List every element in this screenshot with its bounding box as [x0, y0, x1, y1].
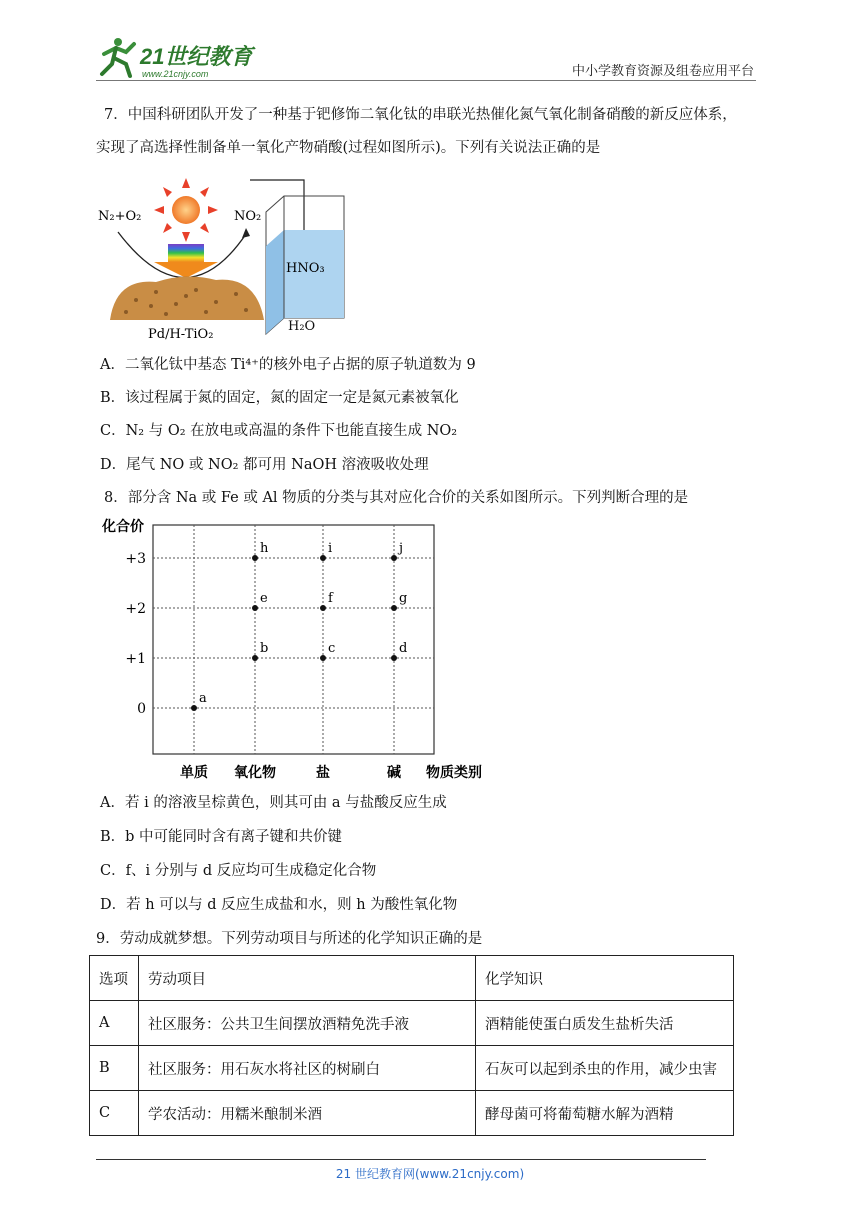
reactant-label: N₂+O₂: [98, 209, 142, 224]
runner-icon: [102, 38, 134, 76]
cell-option: B: [90, 1046, 139, 1091]
data-points: [191, 541, 407, 711]
q7-stem-line2: 实现了高选择性制备单一氧化产物硝酸(过程如图所示)。下列有关说法正确的是: [96, 140, 601, 156]
site-logo: [96, 34, 266, 80]
data-point: [320, 555, 326, 561]
catalyst-label: Pd/H-TiO₂: [148, 327, 214, 342]
y-tick-label: +2: [125, 601, 146, 617]
header-knowledge: 化学知识: [476, 956, 734, 1001]
q7-option-c: C．N₂ 与 O₂ 在放电或高温的条件下也能直接生成 NO₂: [100, 423, 458, 439]
data-point: [320, 605, 326, 611]
sun-icon: [154, 178, 218, 242]
footer-link[interactable]: 21 世纪教育网(www.21cnjy.com): [335, 1167, 525, 1181]
point-label: a: [199, 691, 207, 706]
data-point: [252, 555, 258, 561]
q8-option-a: A．若 i 的溶液呈棕黄色，则其可由 a 与盐酸反应生成: [100, 795, 447, 811]
point-label: g: [399, 591, 408, 606]
y-axis-label: 化合价: [102, 519, 144, 535]
table-header-row: [90, 956, 734, 1001]
cell-knowledge: 酒精能使蛋白质发生盐析失活: [476, 1001, 734, 1046]
cell-option: A: [90, 1001, 139, 1046]
q9-stem: 9．劳动成就梦想。下列劳动项目与所述的化学知识正确的是: [96, 931, 483, 947]
table-row: [90, 1091, 734, 1136]
data-point: [320, 655, 326, 661]
data-point: [391, 655, 397, 661]
data-point: [391, 555, 397, 561]
cell-knowledge: 石灰可以起到杀虫的作用，减少虫害: [476, 1046, 734, 1091]
x-tick-labels: [180, 764, 401, 781]
table-row: [90, 1001, 734, 1046]
point-label: f: [328, 591, 333, 606]
point-label: i: [328, 541, 333, 556]
catalyst-pile: [110, 276, 264, 320]
q8-option-c: C．f、i 分别与 d 反应均可生成稳定化合物: [100, 863, 377, 879]
y-tick-label: 0: [137, 701, 146, 717]
q8-option-d: D．若 h 可以与 d 反应生成盐和水，则 h 为酸性氧化物: [100, 897, 458, 913]
cell-labor: 学农活动：用糯米酿制米酒: [139, 1091, 476, 1136]
platform-name: 中小学教育资源及组卷应用平台: [571, 64, 754, 79]
header-option: 选项: [90, 956, 139, 1001]
logo-text: 21世纪教育: [140, 44, 253, 69]
q7-option-d: D．尾气 NO 或 NO₂ 都可用 NaOH 溶液吸收处理: [100, 457, 429, 473]
q8-option-b: B．b 中可能同时含有离子键和共价键: [100, 829, 343, 845]
q8-chart: [96, 515, 496, 785]
x-tick-label: 单质: [180, 765, 208, 781]
acid-label: HNO₃: [286, 261, 325, 276]
header-labor: 劳动项目: [139, 956, 476, 1001]
footer-divider: [96, 1159, 706, 1160]
q7-stem-line1: 7．中国科研团队开发了一种基于钯修饰二氧化钛的串联光热催化氮气氧化制备硝酸的新反应体系，: [104, 107, 737, 123]
cell-labor: 社区服务：用石灰水将社区的树刷白: [139, 1046, 476, 1091]
water-beaker: [250, 180, 344, 334]
table-row: [90, 1046, 734, 1091]
point-label: d: [399, 641, 408, 656]
point-label: h: [260, 541, 269, 556]
point-label: j: [399, 541, 404, 556]
q7-option-b: B．该过程属于氮的固定，氮的固定一定是氮元素被氧化: [100, 390, 459, 406]
x-tick-label: 氧化物: [234, 765, 276, 781]
x-axis-label: 物质类别: [426, 765, 482, 781]
x-tick-label: 盐: [316, 765, 330, 781]
q9-table: [89, 955, 734, 1136]
water-label: H₂O: [288, 319, 316, 334]
y-tick-label: +3: [125, 551, 146, 567]
point-label: e: [260, 591, 268, 606]
header-divider: [96, 80, 756, 81]
point-label: b: [260, 641, 269, 656]
product-label: NO₂: [234, 209, 262, 224]
cell-labor: 社区服务：公共卫生间摆放酒精免洗手液: [139, 1001, 476, 1046]
logo-url: www.21cnjy.com: [142, 69, 209, 79]
data-point: [191, 705, 197, 711]
cell-option: C: [90, 1091, 139, 1136]
data-point: [391, 605, 397, 611]
q7-option-a: A．二氧化钛中基态 Ti⁴⁺的核外电子占据的原子轨道数为 9: [100, 357, 476, 373]
x-tick-label: 碱: [387, 765, 401, 781]
y-tick-labels: [125, 551, 146, 717]
point-label: c: [328, 641, 336, 656]
data-point: [252, 605, 258, 611]
q8-stem: 8．部分含 Na 或 Fe 或 Al 物质的分类与其对应化合价的关系如图所示。下列判断合理的是: [104, 490, 689, 506]
cell-knowledge: 酵母菌可将葡萄糖水解为酒精: [476, 1091, 734, 1136]
data-point: [252, 655, 258, 661]
y-tick-label: +1: [125, 651, 146, 667]
